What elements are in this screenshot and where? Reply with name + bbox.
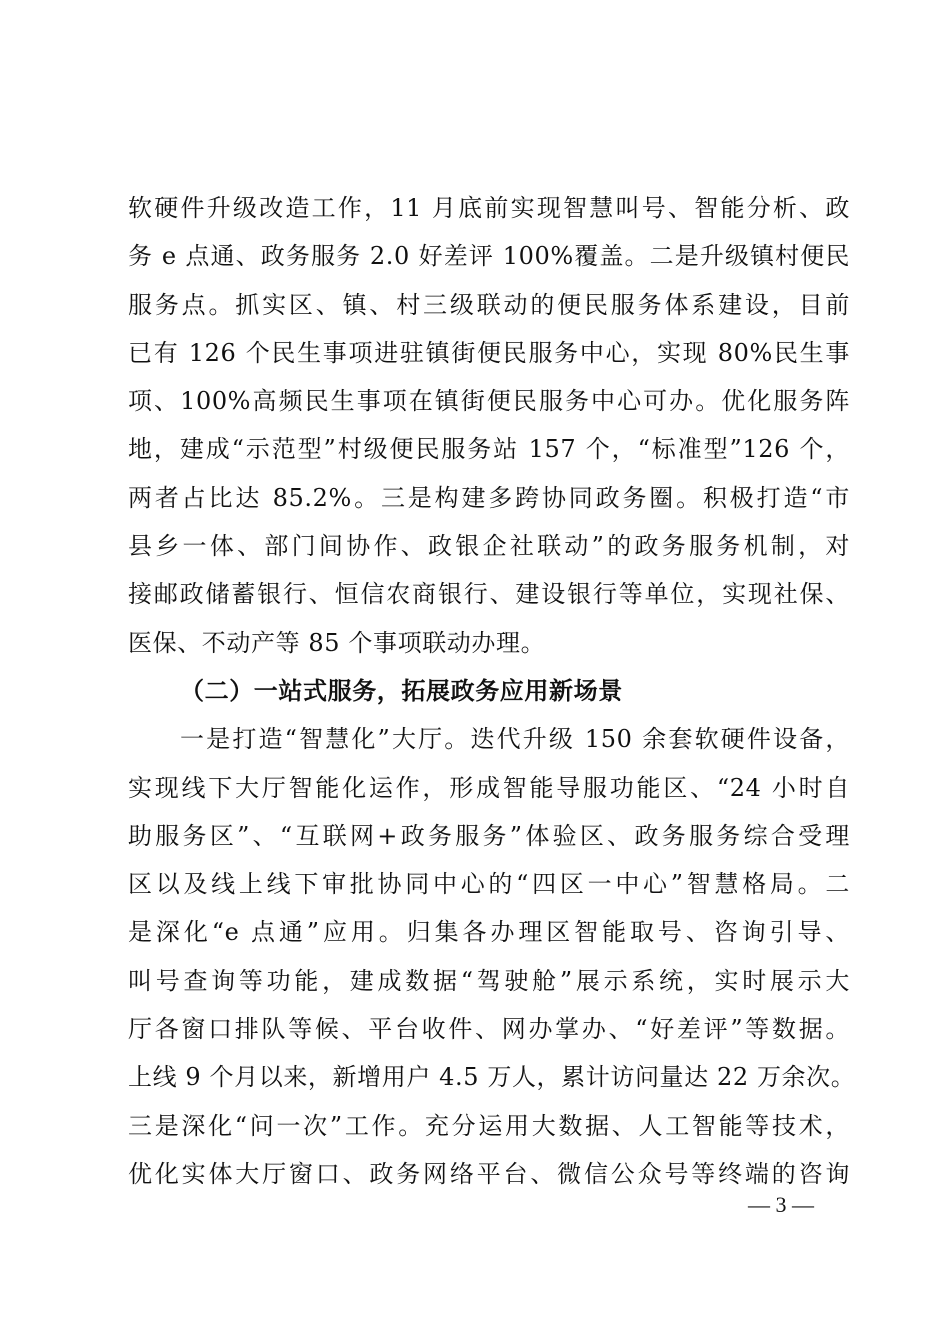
body-line: 上线 9 个月以来，新增用户 4.5 万人，累计访问量达 22 万余次。 (128, 1063, 856, 1092)
body-line: 叫号查询等功能，建成数据“驾驶舱”展示系统，实时展示大 (128, 966, 850, 995)
body-text (128, 184, 856, 1198)
body-line: 服务点。抓实区、镇、村三级联动的便民服务体系建设，目前 (128, 290, 850, 319)
page-number: — 3 — (748, 1192, 814, 1217)
body-line: 区以及线上线下审批协同中心的“四区一中心”智慧格局。二 (128, 870, 850, 899)
body-line: 接邮政储蓄银行、恒信农商银行、建设银行等单位，实现社保、 (128, 580, 850, 609)
body-line: 务 e 点通、政务服务 2.0 好差评 100%覆盖。二是升级镇村便民 (128, 242, 850, 271)
body-line: 三是深化“问一次”工作。充分运用大数据、人工智能等技术， (128, 1111, 850, 1140)
body-line: 助服务区”、“互联网+政务服务”体验区、政务服务综合受理 (128, 821, 850, 850)
body-line: 医保、不动产等 85 个事项联动办理。 (128, 628, 546, 657)
body-line: 一是打造“智慧化”大厅。迭代升级 150 余套软硬件设备， (180, 725, 850, 754)
section-heading: （二）一站式服务，拓展政务应用新场景 (180, 675, 623, 705)
body-line: 是深化“e 点通”应用。归集各办理区智能取号、咨询引导、 (128, 918, 850, 947)
body-line: 厅各窗口排队等候、平台收件、网办掌办、“好差评”等数据。 (128, 1015, 850, 1044)
body-line: 项、100%高频民生事项在镇街便民服务中心可办。优化服务阵 (128, 387, 850, 416)
body-line: 优化实体大厅窗口、政务网络平台、微信公众号等终端的咨询 (128, 1159, 850, 1188)
body-line: 地，建成“示范型”村级便民服务站 157 个，“标准型”126 个， (128, 435, 850, 464)
body-line: 已有 126 个民生事项进驻镇街便民服务中心，实现 80%民生事 (128, 338, 850, 367)
body-line: 县乡一体、部门间协作、政银企社联动”的政务服务机制，对 (128, 532, 850, 561)
body-line: 软硬件升级改造工作，11 月底前实现智慧叫号、智能分析、政 (128, 194, 850, 222)
body-line: 两者占比达 85.2%。三是构建多跨协同政务圈。积极打造“市 (128, 483, 850, 512)
body-line: 实现线下大厅智能化运作，形成智能导服功能区、“24 小时自 (128, 773, 850, 802)
